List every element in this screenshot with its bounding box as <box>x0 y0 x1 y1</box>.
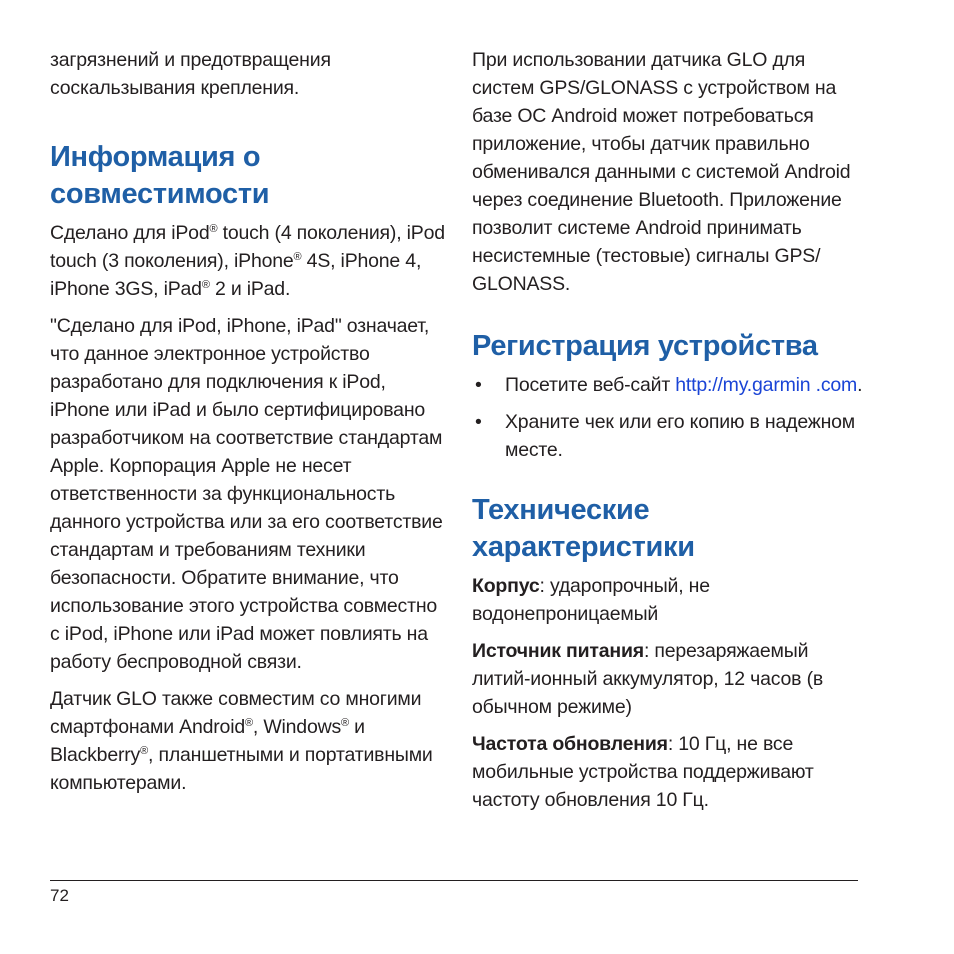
page-number: 72 <box>50 886 69 905</box>
registration-list <box>472 371 867 464</box>
garmin-website-link[interactable]: http://my.garmin .com <box>675 374 858 396</box>
intro-paragraph: загрязнений и предотвращения соскальзывания крепления. <box>50 49 331 99</box>
bullet-icon: • <box>475 411 482 433</box>
heading-specifications: Технические характеристики <box>472 494 695 563</box>
heading-registration: Регистрация устройства <box>472 330 818 362</box>
list-item: • Посетите веб-сайт http://my.garmin .com. <box>472 371 867 399</box>
right-column <box>472 46 867 823</box>
glo-compatibility-paragraph: Датчик GLO также совместим со многими смартфонами Android®, Windows® и Blackberry®, планшетными и портативными компьютерами. <box>50 688 433 794</box>
list-item: • Храните чек или его копию в надежном месте. <box>472 408 867 464</box>
spec-housing: Корпус: ударопрочный, не водонепроницаемый <box>472 575 710 625</box>
compatibility-paragraph: Сделано для iPod® touch (4 поколения), iPod touch (3 поколения), iPhone® 4S, iPhone 4, iPhone 3GS, iPad® 2 и iPad. <box>50 222 445 300</box>
bullet-icon: • <box>475 374 482 396</box>
spec-power-source: Источник питания: перезаряжаемый литий-ионный аккумулятор, 12 часов (в обычном режиме) <box>472 640 824 718</box>
spec-update-rate: Частота обновления: 10 Гц, не все мобильные устройства поддерживают частоту обновления 10 Гц. <box>472 733 814 811</box>
heading-compatibility: Информация о совместимости <box>50 141 270 210</box>
made-for-disclaimer-paragraph: "Сделано для iPod, iPhone, iPad" означает, что данное электронное устройство разработано для подключения к iPod, iPhone или iPad и было сертифицировано разработчиком на соответствие стандартам Apple. Корпорация Apple не несет ответственности за функциональность данного устройства или за его соответствие стандартам и требованиям техники безопасности. Обратите внимание, что использование этого устройства совместно с iPod, iPhone или iPad может повлиять на работу беспроводной связи. <box>50 315 443 673</box>
left-column <box>50 46 445 806</box>
android-paragraph: При использовании датчика GLO для систем GPS/GLONASS с устройством на базе ОС Android может потребоваться приложение, чтобы датчик правильно обменивался данными с системой Android через соединение Bluetooth. Приложение позволит системе Android принимать несистемные (тестовые) сигналы GPS/ GLONASS. <box>472 49 851 295</box>
footer-divider <box>50 880 858 881</box>
